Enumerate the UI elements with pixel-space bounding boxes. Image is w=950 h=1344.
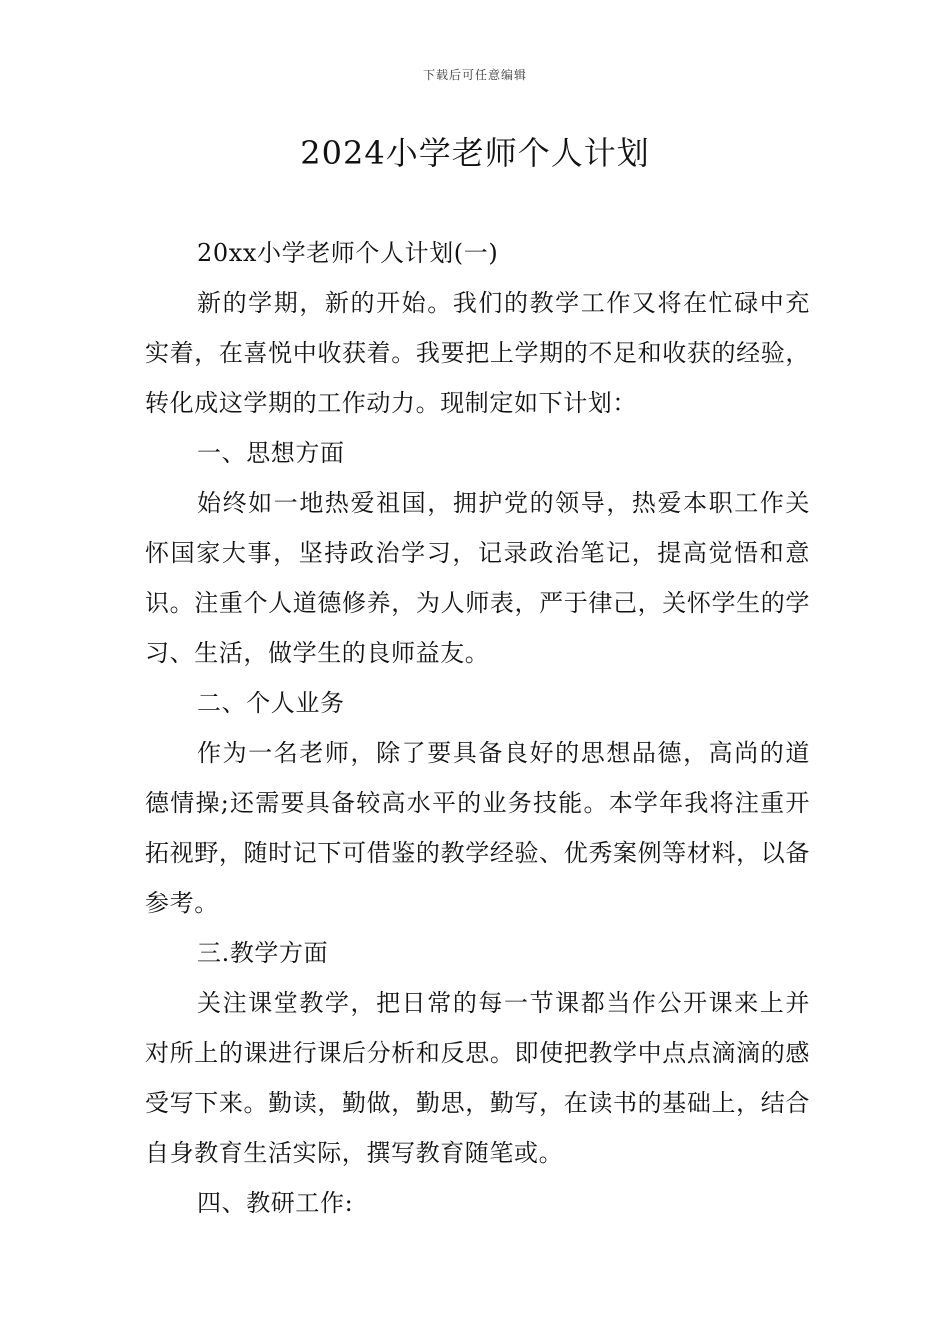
section-heading-business: 二、个人业务 bbox=[197, 689, 345, 717]
document-title: 2024小学老师个人计划 bbox=[300, 134, 650, 172]
section-heading-teaching: 三.教学方面 bbox=[197, 939, 329, 967]
teaching-paragraph: 关注课堂教学，把日常的每一节课都当作公开课来上并对所上的课进行课后分析和反思。即使把教学中点点滴滴的感受写下来。勤读，勤做，勤思，勤写，在读书的基础上，结合自身教育生活实际，撰写教育随笔或。 bbox=[145, 989, 810, 1167]
thought-paragraph: 始终如一地热爱祖国，拥护党的领导，热爱本职工作关怀国家大事，坚持政治学习，记录政治笔记，提高觉悟和意识。注重个人道德修养，为人师表，严于律己，关怀学生的学习、生活，做学生的良师益友。 bbox=[145, 489, 810, 667]
section-heading-thought: 一、思想方面 bbox=[197, 439, 345, 467]
business-paragraph: 作为一名老师，除了要具备良好的思想品德，高尚的道德情操;还需要具备较高水平的业务技能。本学年我将注重开拓视野，随时记下可借鉴的教学经验、优秀案例等材料，以备参考。 bbox=[145, 739, 810, 917]
document-body bbox=[145, 228, 810, 1228]
header-note: 下载后可任意编辑 bbox=[422, 68, 527, 82]
intro-paragraph: 新的学期，新的开始。我们的教学工作又将在忙碌中充实着，在喜悦中收获着。我要把上学期的不足和收获的经验，转化成这学期的工作动力。现制定如下计划： bbox=[145, 289, 810, 417]
section-heading-research: 四、教研工作: bbox=[197, 1189, 354, 1217]
subtitle-paragraph: 20xx小学老师个人计划(一) bbox=[197, 239, 499, 267]
